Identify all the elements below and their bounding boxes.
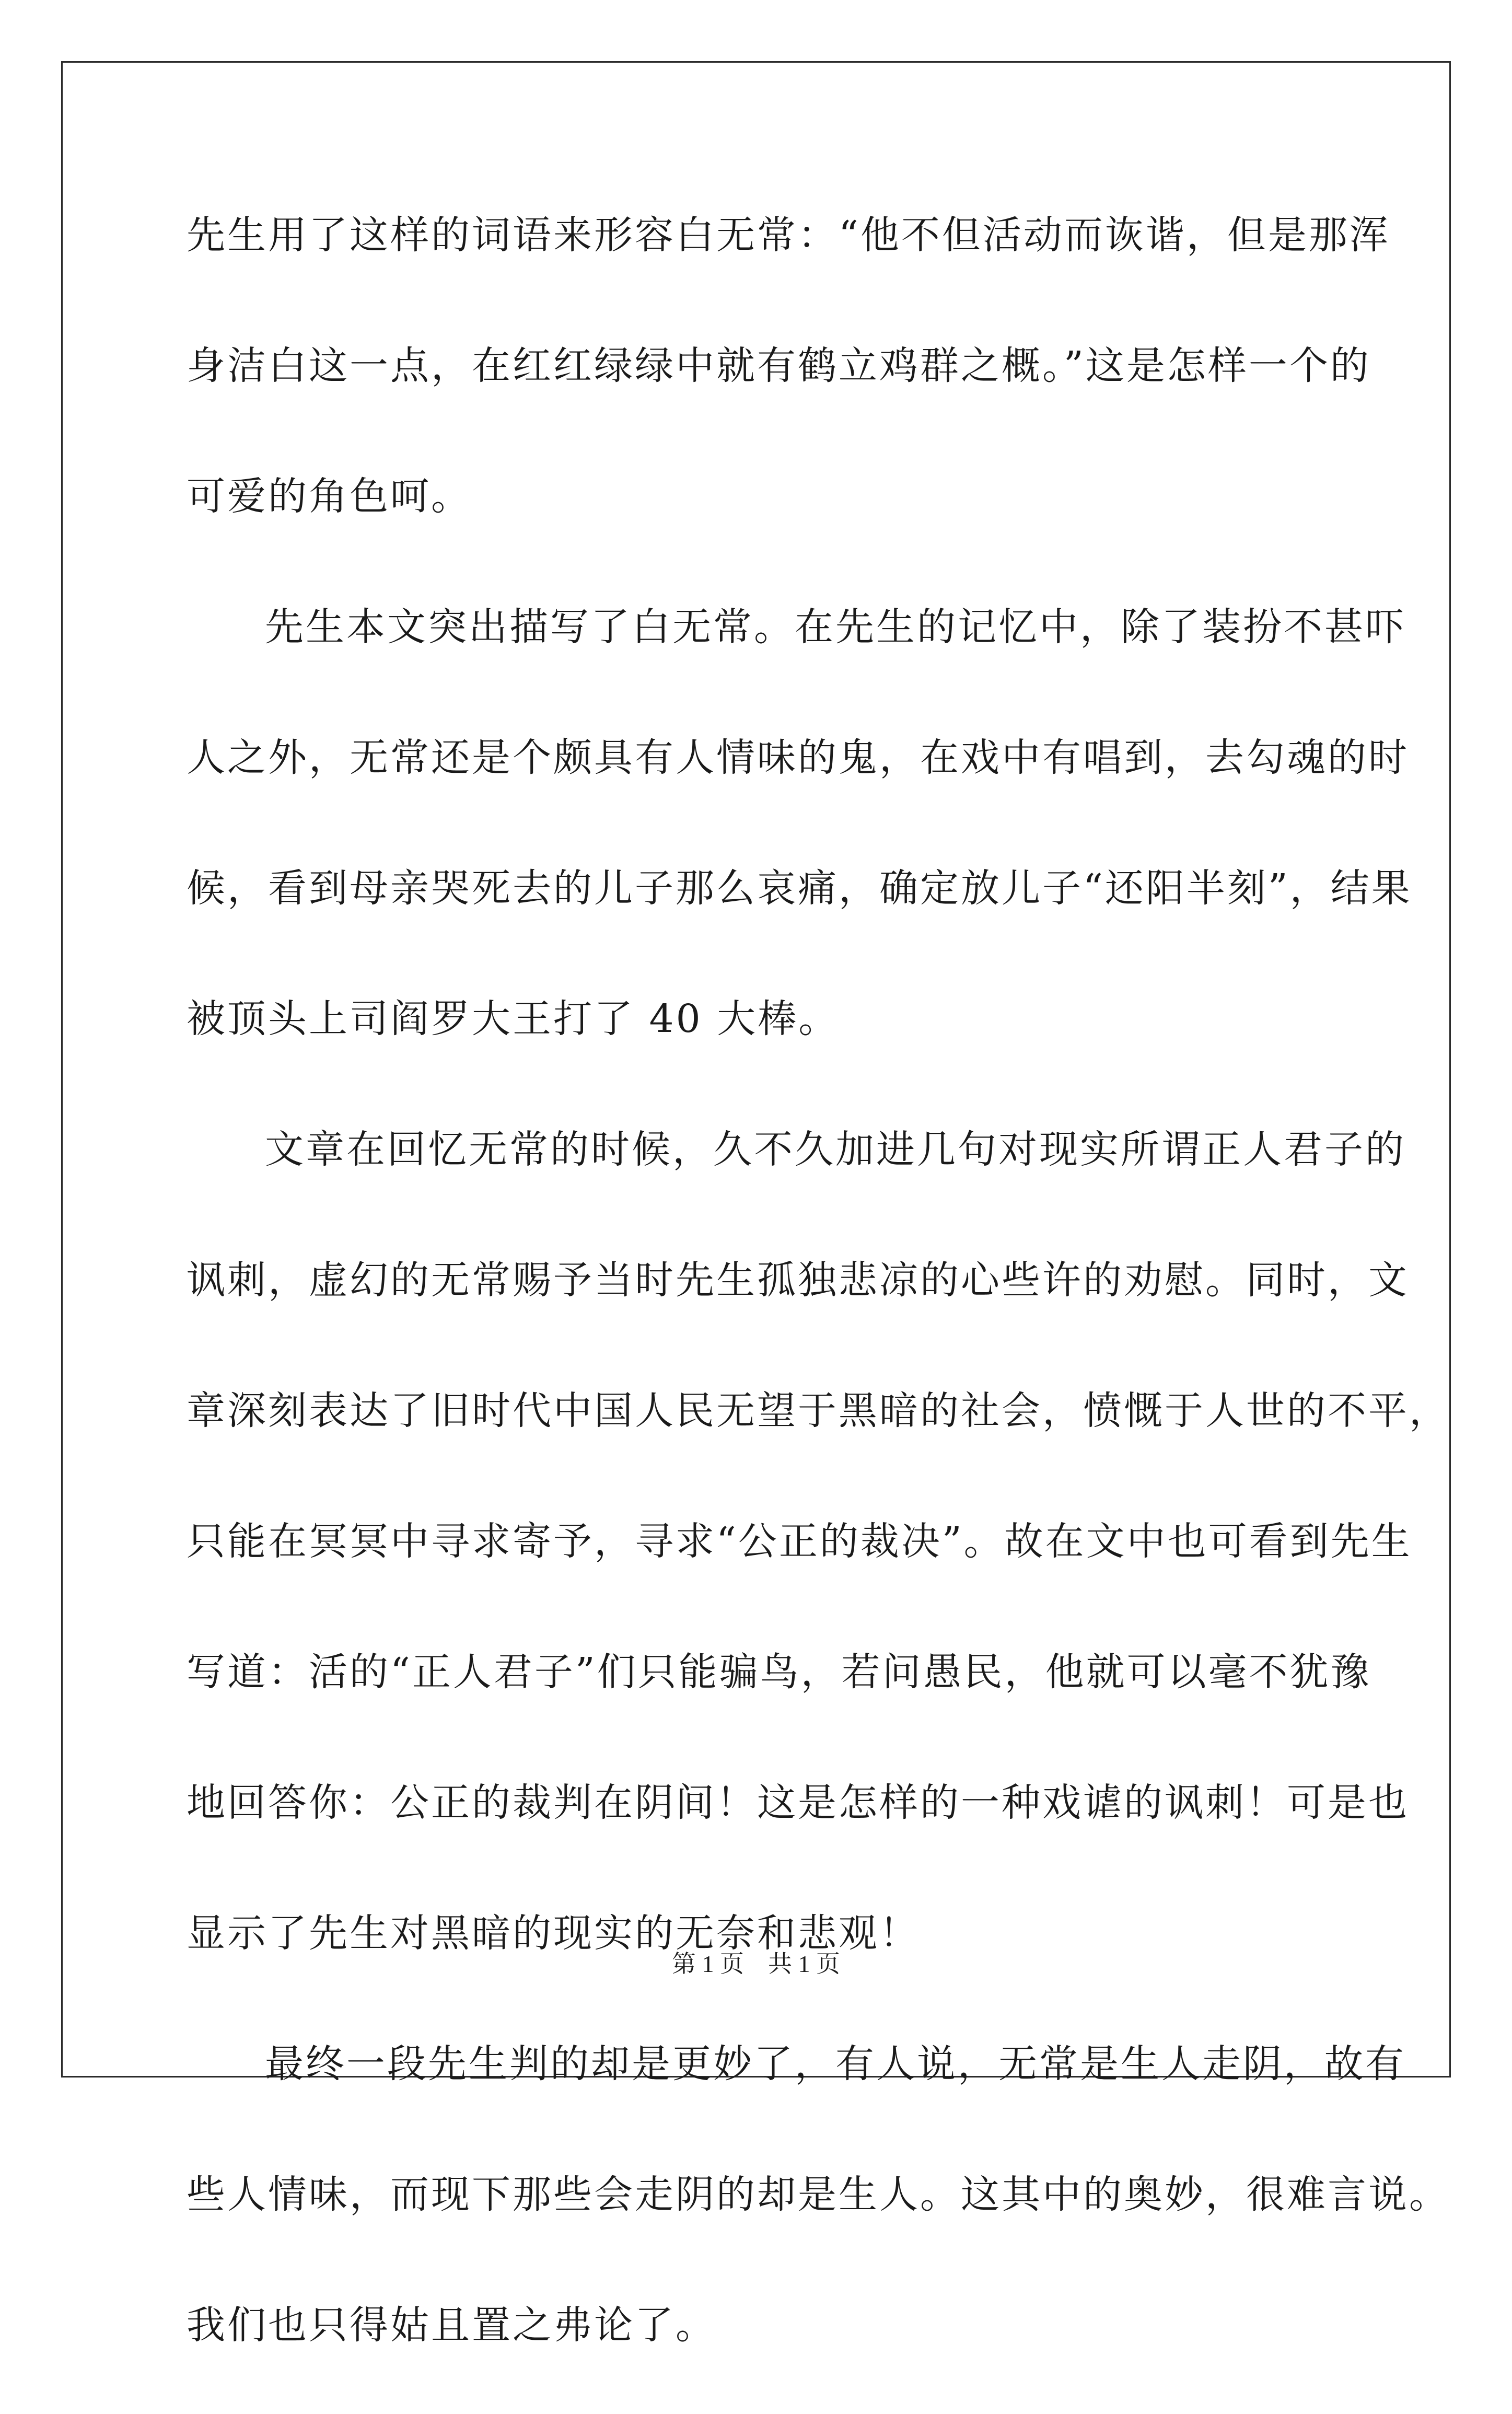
document-body [187,193,1450,2414]
paragraph-first-line: 最终一段先生判的却是更妙了，有人说，无常是生人走阴，故有 [265,2041,1406,2086]
paragraph-first-line: 先生本文突出描写了白无常。在先生的记忆中，除了装扮不甚吓 [265,605,1406,649]
text-line: 被顶头上司阎罗大王打了 40 大棒。 [187,996,840,1041]
text-line: 我们也只得姑且置之弗论了。 [187,2303,716,2348]
page-number-footer: 第 1 页 共 1 页 [672,1951,840,1977]
text-line: 候，看到母亲哭死去的儿子那么哀痛，确定放儿子“还阳半刻”，结果 [187,866,1412,911]
text-line: 章深刻表达了旧时代中国人民无望于黑暗的社会，愤慨于人世的不平， [187,1388,1450,1433]
text-line: 先生用了这样的词语来形容白无常：“他不但活动而诙谐，但是那浑 [187,213,1390,258]
text-line: 身洁白这一点，在红红绿绿中就有鹤立鸡群之概。”这是怎样一个的 [187,343,1371,388]
text-line: 人之外，无常还是个颇具有人情味的鬼，在戏中有唱到，去勾魂的时 [187,735,1409,780]
text-line: 显示了先生对黑暗的现实的无奈和悲观！ [187,1911,920,1956]
text-line: 可爱的角色呵。 [187,474,472,519]
text-line: 只能在冥冥中寻求寄予，寻求“公正的裁决”。故在文中也可看到先生 [187,1519,1412,1564]
paragraph-first-line: 文章在回忆无常的时候，久不久加进几句对现实所谓正人君子的 [265,1127,1406,1172]
text-line: 写道：活的“正人君子”们只能骗鸟，若问愚民，他就可以毫不犹豫 [187,1650,1371,1695]
text-line: 地回答你：公正的裁判在阴间！这是怎样的一种戏谑的讽刺！可是也 [187,1780,1409,1825]
text-line: 些人情味，而现下那些会走阴的却是生人。这其中的奥妙，很难言说。 [187,2172,1450,2217]
text-line: 讽刺，虚幻的无常赐予当时先生孤独悲凉的心些许的劝慰。同时，文 [187,1258,1409,1303]
